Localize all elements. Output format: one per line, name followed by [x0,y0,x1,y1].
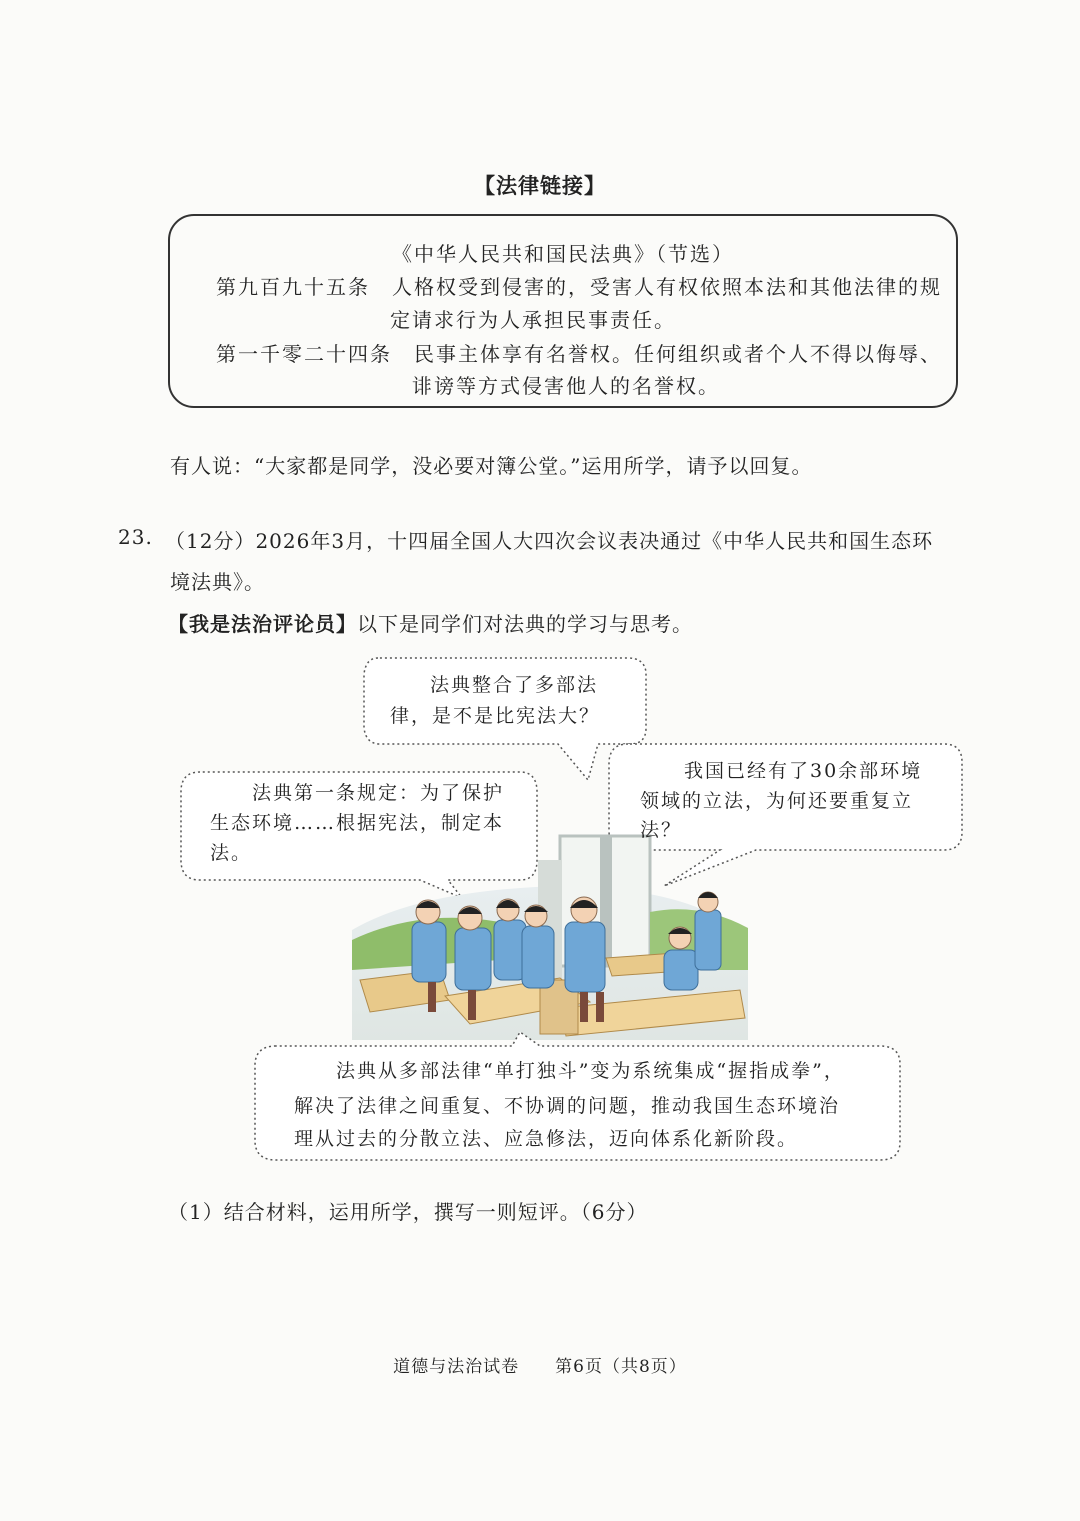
article-1024-line1: 第一千零二十四条 民事主体享有名誉权。任何组织或者个人不得以侮辱、 [216,342,942,366]
role-tag: 【我是法治评论员】 [168,612,357,636]
question-22-prompt: 有人说：“大家都是同学，没必要对簿公堂。”运用所学，请予以回复。 [170,454,813,478]
article-995-line1: 第九百九十五条 人格权受到侵害的，受害人有权依照本法和其他法律的规 [216,275,942,299]
bubble-right-line1: 我国已经有了30余部环境 [684,760,923,782]
question-23-number: 23. [118,525,153,549]
intro-text: 以下是同学们对法典的学习与思考。 [357,612,693,636]
bubble-right-line3: 法？ [640,819,683,841]
page-footer: 道德与法治试卷 第6页（共8页） [393,1357,687,1377]
article-995-line2: 定请求行为人承担民事责任。 [390,308,676,332]
bubble-bottom-line1: 法典从多部法律“单打独斗”变为系统集成“握指成拳”， [336,1060,845,1082]
bubble-bottom-line2: 解决了法律之间重复、不协调的问题，推动我国生态环境治 [294,1095,841,1117]
bubble-bottom-line3: 理从过去的分散立法、应急修法，迈向体系化新阶段。 [294,1128,799,1150]
question-23-sub1: （1）结合材料，运用所学，撰写一则短评。（6分） [168,1200,648,1224]
question-23-line1: （12分）2026年3月，十四届全国人大四次会议表决通过《中华人民共和国生态环 [165,529,934,553]
question-23-line2: 境法典》。 [170,570,265,594]
question-23-intro [168,608,693,637]
law-title: 《中华人民共和国民法典》（节选） [392,242,734,266]
bubble-left-line2: 生态环境……根据宪法，制定本 [210,812,505,834]
bubble-top-line2: 律，是不是比宪法大？ [390,705,601,727]
bubble-right-line2: 领域的立法，为何还要重复立 [640,790,914,812]
bubble-top-line1: 法典整合了多部法 [430,674,599,696]
article-1024-line2: 诽谤等方式侵害他人的名誉权。 [412,374,720,398]
bubble-left-line1: 法典第一条规定：为了保护 [252,782,505,804]
section-heading: 【法律链接】 [474,174,606,198]
bubble-left-line3: 法。 [210,842,253,864]
